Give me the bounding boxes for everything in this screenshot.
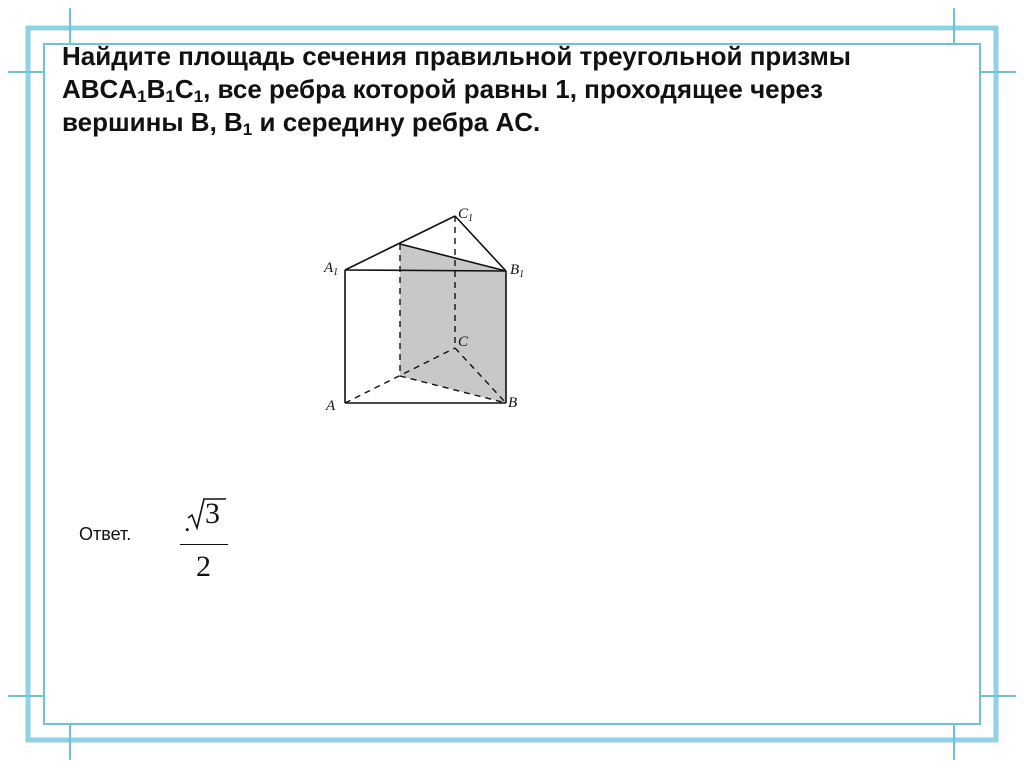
problem-line-3: вершины B, $B_1$ и середину ребра AC.: [62, 107, 541, 139]
label-a: A: [326, 398, 336, 414]
prism-name: $ABCA_1B_1C_1$: [62, 74, 204, 106]
problem-line-1: [62, 40, 958, 73]
fraction-denominator: 2: [196, 550, 211, 583]
answer-fraction: [176, 492, 232, 588]
edge-a1-b1: [345, 270, 506, 271]
prism-diagram: [300, 200, 560, 430]
answer-label: Ответ.: [79, 524, 132, 544]
fraction-numerator: 3: [205, 497, 220, 530]
problem-line-2-text: , все ребра которой равны 1, проходящее через: [203, 74, 823, 104]
label-c1: $C_1$: [458, 206, 474, 224]
cross-section: [400, 244, 506, 403]
label-b1: $B_1$: [510, 262, 525, 280]
label-b: B: [508, 395, 518, 411]
fraction-bar: [180, 544, 228, 545]
fraction-dot: .: [184, 508, 191, 537]
label-a1: $A_1$: [324, 260, 339, 278]
problem-statement: [62, 40, 958, 139]
label-c: C: [458, 334, 469, 350]
problem-line-1-text: Найдите площадь сечения правильной треугольной призмы: [62, 41, 852, 71]
problem-line-2: [62, 73, 958, 106]
